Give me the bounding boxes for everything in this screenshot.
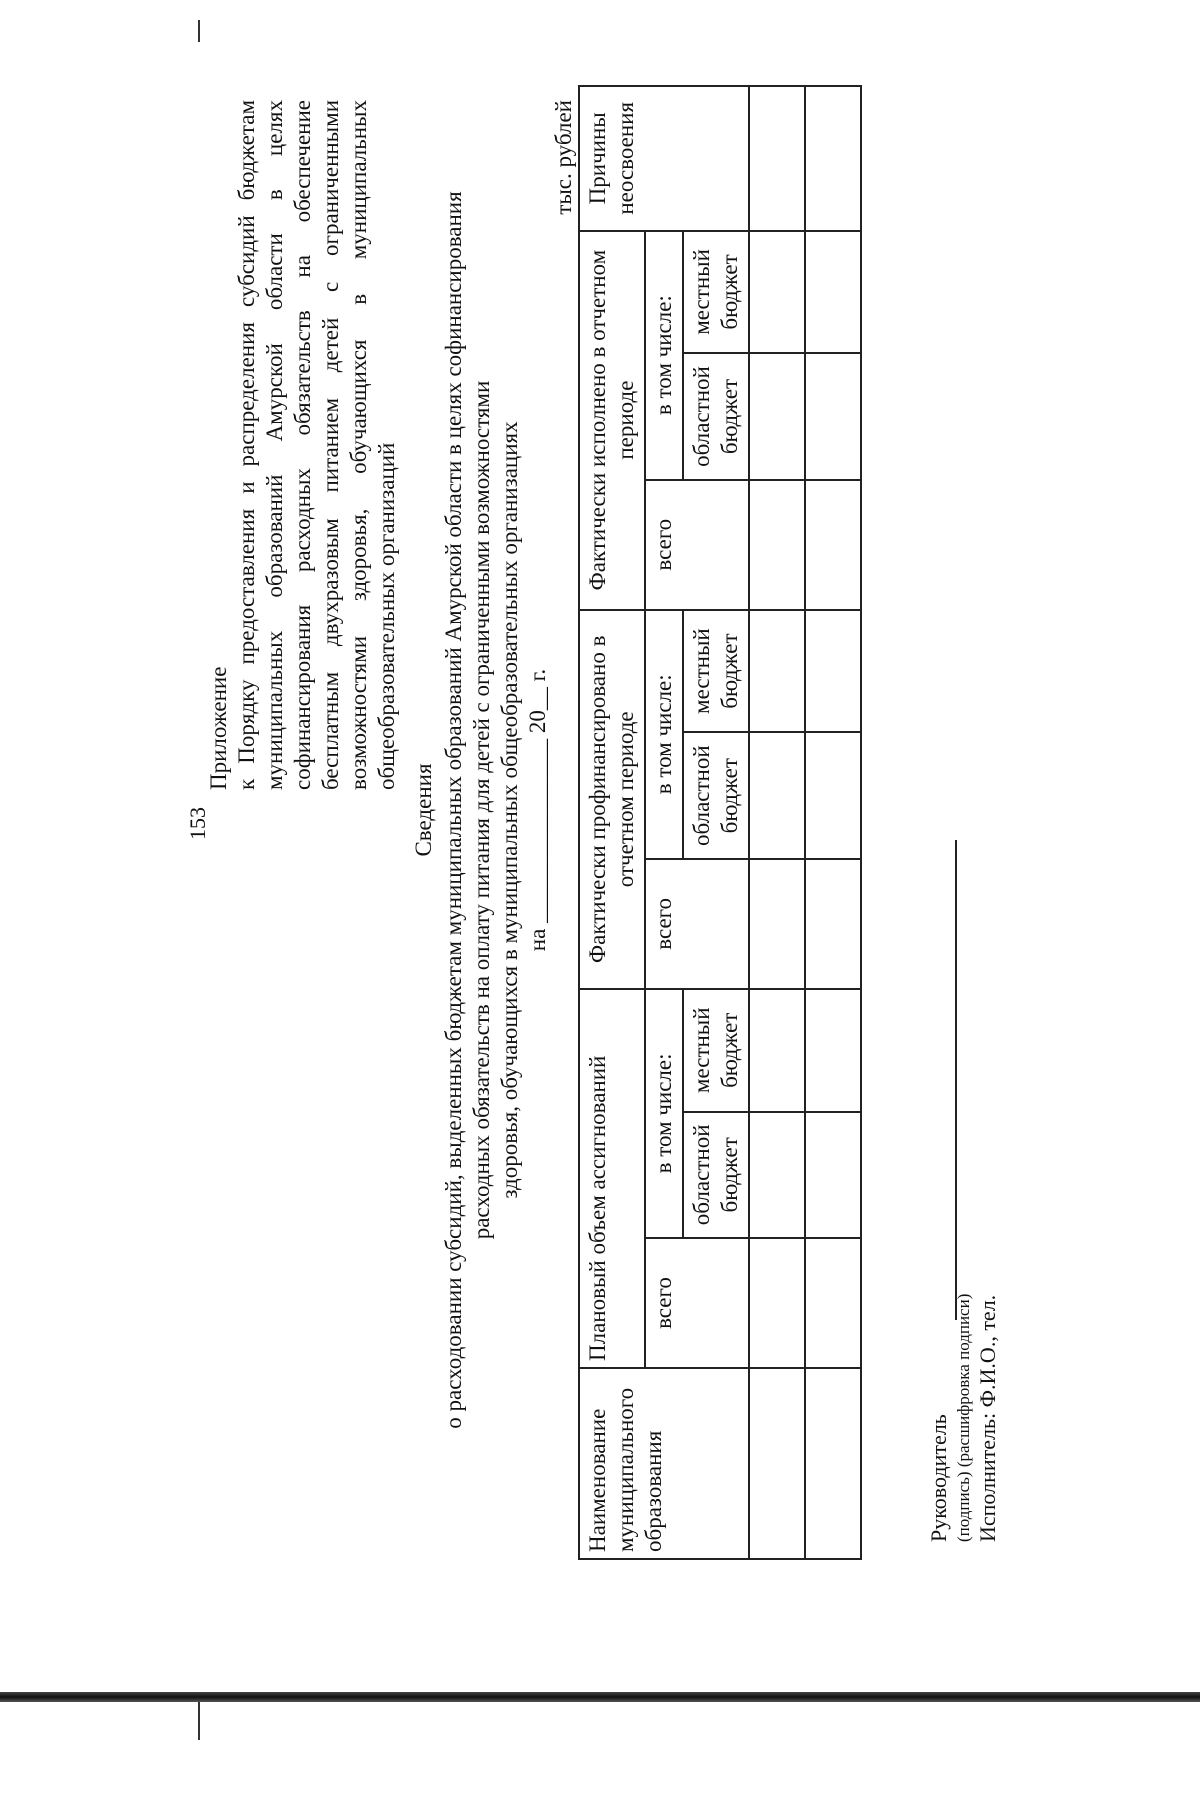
table-cell — [805, 480, 861, 610]
table-cell — [805, 353, 861, 479]
table-row — [749, 86, 805, 1559]
table-cell — [749, 1368, 805, 1559]
table-cell — [749, 1238, 805, 1368]
table-cell — [805, 610, 861, 733]
header-financed-local: местный бюджет — [683, 610, 749, 733]
table-cell — [805, 1368, 861, 1559]
report-title: Сведения — [411, 763, 436, 857]
appendix-text: к Порядку предоставления и распределения субсидий бюджетам муниципальных образований Амурской области в целях софинансирования расходных обязательств на обеспечение бесплатным двухразовым питанием детей с ограниченными возможностями здоровья, обучающихся в муниципальных общеобразовательных организаций — [234, 100, 400, 790]
table-row — [805, 86, 861, 1559]
executor-label: Исполнитель: Ф.И.О., тел. — [974, 1294, 1000, 1542]
report-heading — [410, 120, 552, 1500]
table-cell — [749, 859, 805, 989]
header-executed-local: местный бюджет — [683, 231, 749, 354]
appendix-title: Приложение — [206, 666, 231, 790]
header-executed: Фактически исполнено в отчетном периоде — [579, 231, 645, 610]
signature-block — [925, 842, 1001, 1542]
report-subtitle-line-3: здоровья, обучающихся в муниципальных общеобразовательных организациях — [497, 421, 523, 1199]
header-financed: Фактически профинансировано в отчетном периоде — [579, 610, 645, 989]
scan-mark — [198, 1700, 200, 1740]
table-cell — [749, 989, 805, 1112]
report-subtitle-line-2: расходных обязательств на оплату питания для детей с ограниченными возможностями — [469, 380, 495, 1240]
table-cell — [805, 1112, 861, 1238]
header-municipality: Наименование муниципального образования — [579, 1368, 749, 1559]
signature-hint: (подпись) (расшифровка подписи) — [953, 1293, 973, 1542]
table-cell — [749, 733, 805, 859]
header-plan-total: всего — [645, 1238, 749, 1368]
units-label: тыс. рублей — [551, 100, 576, 215]
report-date-line: на ________________ 20__ г. — [525, 668, 551, 952]
report-table — [578, 85, 862, 1560]
table-cell — [805, 86, 861, 231]
table-cell — [805, 859, 861, 989]
table-cell — [749, 86, 805, 231]
head-label: Руководитель — [926, 1414, 951, 1542]
table-cell — [749, 610, 805, 733]
table-cell — [805, 733, 861, 859]
table-cell — [749, 231, 805, 354]
header-reasons: Причины неосвоения — [579, 86, 749, 231]
header-executed-regional: областной бюджет — [683, 353, 749, 479]
header-plan-local: местный бюджет — [683, 989, 749, 1112]
header-financed-regional: областной бюджет — [683, 733, 749, 859]
header-plan-including: в том числе: — [645, 989, 683, 1238]
table-cell — [805, 989, 861, 1112]
appendix-block — [205, 100, 401, 790]
header-row-1 — [579, 86, 645, 1559]
header-plan-regional: областной бюджет — [683, 1112, 749, 1238]
table-cell — [749, 480, 805, 610]
table-cell — [749, 353, 805, 479]
table-cell — [749, 1112, 805, 1238]
header-row-2 — [645, 86, 683, 1559]
table-cell — [805, 1238, 861, 1368]
header-plan: Плановый объем ассигнований — [579, 989, 645, 1368]
page-number: 153 — [185, 807, 210, 840]
scan-border — [0, 1692, 1200, 1702]
header-financed-including: в том числе: — [645, 610, 683, 859]
table-cell — [805, 231, 861, 354]
rotated-sheet — [185, 70, 1035, 1560]
report-subtitle-line-1: о расходовании субсидий, выделенных бюджетам муниципальных образований Амурской области в целях софинансирования — [441, 191, 467, 1429]
header-executed-total: всего — [645, 480, 749, 610]
header-financed-total: всего — [645, 859, 749, 989]
scan-mark — [198, 20, 200, 42]
header-executed-including: в том числе: — [645, 231, 683, 480]
